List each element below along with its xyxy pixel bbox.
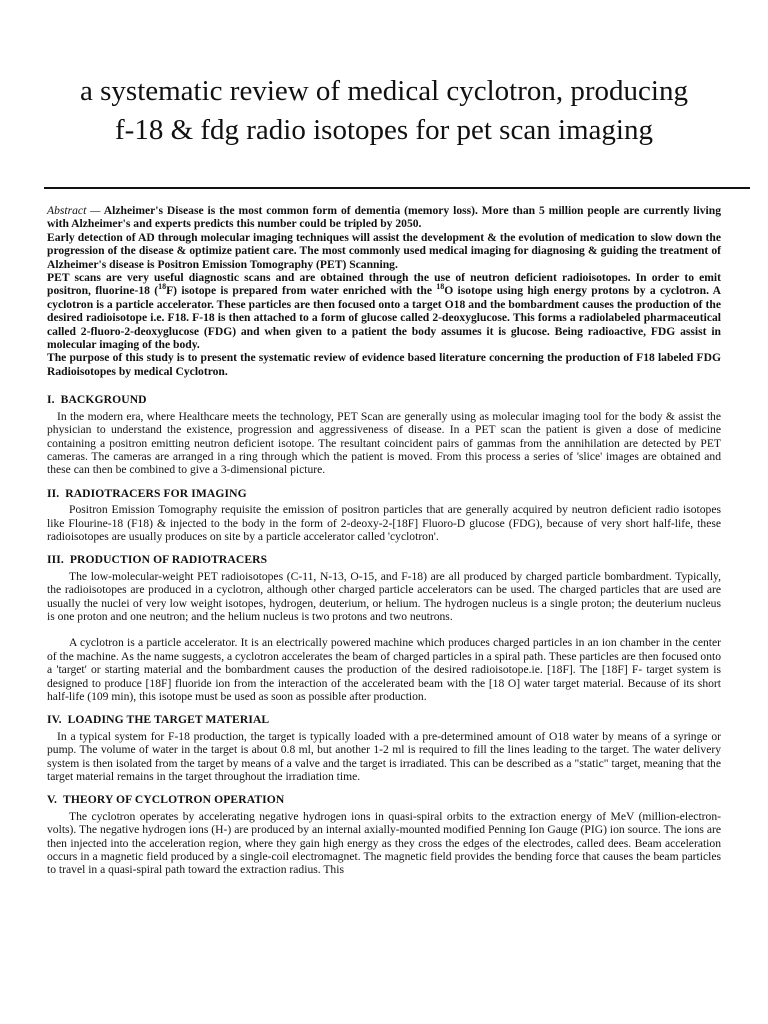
title-divider: [44, 187, 750, 189]
section-paragraph: In a typical system for F-18 production, the target is typically loaded with a pre-determined amount of O18 water by means of a syringe or pump. The volume of water in the target is about 0.8 ml, but another 1-2 ml is required to fill the lines leading to the target. The water delivery system is then isolated from the target by means of a valve and the target is irradiated. This can be described as a "static" target, meaning that the target material remains in the target throughout the irradiation time.: [47, 729, 721, 784]
abstract-paragraph-3: PET scans are very useful diagnostic scans and are obtained through the use of neutron deficient radioisotopes. In order to emit positron, fluorine-18 ($^{18}$F) isotope is prepared from water enriched with the $^{18}$O isotope using high energy protons by a cyclotron. A cyclotron is a particle accelerator. These particles are then focused onto a target O18 and the bombardment causes the production of the desired radioisotope i.e. F18. F-18 is then attached to a form of glucose called 2-deoxyglucose. This forms a radiolabeled pharmaceutical called 2-fluoro-2-deoxyglucose (FDG) and when given to a patient the body assumes it is glucose. Being radioactive, FDG assist in molecular imaging of the body.: [47, 271, 722, 352]
section-loading-target-material: [47, 713, 721, 783]
paper-body: [47, 204, 721, 877]
abstract-lead: Abstract —: [47, 204, 101, 217]
abstract-paragraph-1: Abstract — Alzheimer's Disease is the most common form of dementia (memory loss). More than 5 million people are currently living with Alzheimer's and experts predicts this number could be tripled by 2050.: [47, 204, 721, 231]
section-paragraph: In the modern era, where Healthcare meets the technology, PET Scan are generally using as molecular imaging tool for the body & assist the physician to understand the existence, progression and aggressiveness of disease. In a PET scan the patient is given a dose of medicine containing a positron emitting neutron deficient isotope. The resultant coincident pairs of gammas from the annihilation are detected by PET cameras. The cameras are arranged in a ring through which the patient is moved. From this process a series of 'slice' images are obtained and these can then be combined to give a 3-dimensional picture.: [47, 409, 721, 477]
abstract: [47, 204, 721, 378]
paragraph-gap: [47, 623, 721, 636]
section-paragraph: The low-molecular-weight PET radioisotopes (C-11, N-13, O-15, and F-18) are all produced by charged particle bombardment. Typically, the radioisotopes are produced in a cyclotron, although other charged particle accelerators can be used. The charged particles that are used are usually the nuclei of very low weight isotopes, hydrogen, deuterium, or helium. The hydrogen nucleus is a single proton; the deuterium nucleus is one proton and one neutron; and the helium nucleus is two protons and two neutrons.: [47, 569, 721, 623]
abstract-paragraph-2: Early detection of AD through molecular imaging techniques will assist the development & the evolution of medication to slow down the progression of the disease & optimize patient care. The most commonly used medical imaging for diagnosing & guiding the treatment of Alzheimer's disease is Positron Emission Tomography (PET) Scanning.: [47, 230, 721, 271]
title-line-2: f-18 & fdg radio isotopes for pet scan imaging: [115, 114, 653, 146]
section-paragraph: Positron Emission Tomography requisite the emission of positron particles that are generally acquired by neutron deficient radio isotopes like Flourine-18 (F18) & injected to the body in the form of 2-deoxy-2-[18F] Fluoro-D glucose (FDG), because of very short half-life, these radioisotopes are usually produces on site by a particle accelerator called 'cyclotron'.: [47, 503, 721, 543]
section-radiotracers-for-imaging: [47, 487, 721, 544]
abstract-paragraph-4: The purpose of this study is to present the systematic review of evidence based literature concerning the production of F18 labeled FDG Radioisotopes by medical Cyclotron.: [47, 351, 721, 378]
section-paragraph: The cyclotron operates by accelerating negative hydrogen ions in quasi-spiral orbits to the extraction energy of MeV (million-electron-volts). The negative hydrogen ions (H-) are produced by an internal axially-mounted modified Penning Ion Gauge (PIG) ion source. The ions are then injected into the acceleration region, where they gain high energy as they cross the edges of the electrodes, called dees. Beam acceleration occurs in a magnetic field produced by a single-coil electromagnet. The magnetic field provides the bending force that causes the beam particles to travel in a quasi-spiral path toward the extraction radius. This: [47, 809, 721, 877]
section-background: [47, 393, 721, 476]
section-production-of-radiotracers: [47, 553, 721, 703]
section-heading: I. BACKGROUND: [47, 393, 147, 407]
section-heading: III. PRODUCTION OF RADIOTRACERS: [47, 553, 268, 567]
section-heading: IV. LOADING THE TARGET MATERIAL: [47, 713, 270, 727]
section-heading: V. THEORY OF CYCLOTRON OPERATION: [47, 793, 285, 807]
section-paragraph: A cyclotron is a particle accelerator. It is an electrically powered machine which produces charged particles in an ion chamber in the center of the machine. As the name suggests, a cyclotron accelerates the beam of charged particles in a spiral path. These particles are then focused onto a 'target' or starting material and the bombardment causes the production of the desired radioisotope.ie. [18F]. The [18F] F- target system is designed to produce [18F] fluoride ion from the interaction of the accelerated beam with the [18 O] water target material. Because of its short half-life (109 min), this isotope must be used as soon as possible after production.: [47, 636, 722, 703]
section-heading: II. RADIOTRACERS FOR IMAGING: [47, 486, 247, 500]
section-theory-of-cyclotron-operation: [47, 793, 721, 876]
paper-title: [30, 72, 738, 150]
title-line-1: a systematic review of medical cyclotron, producing: [80, 75, 688, 107]
